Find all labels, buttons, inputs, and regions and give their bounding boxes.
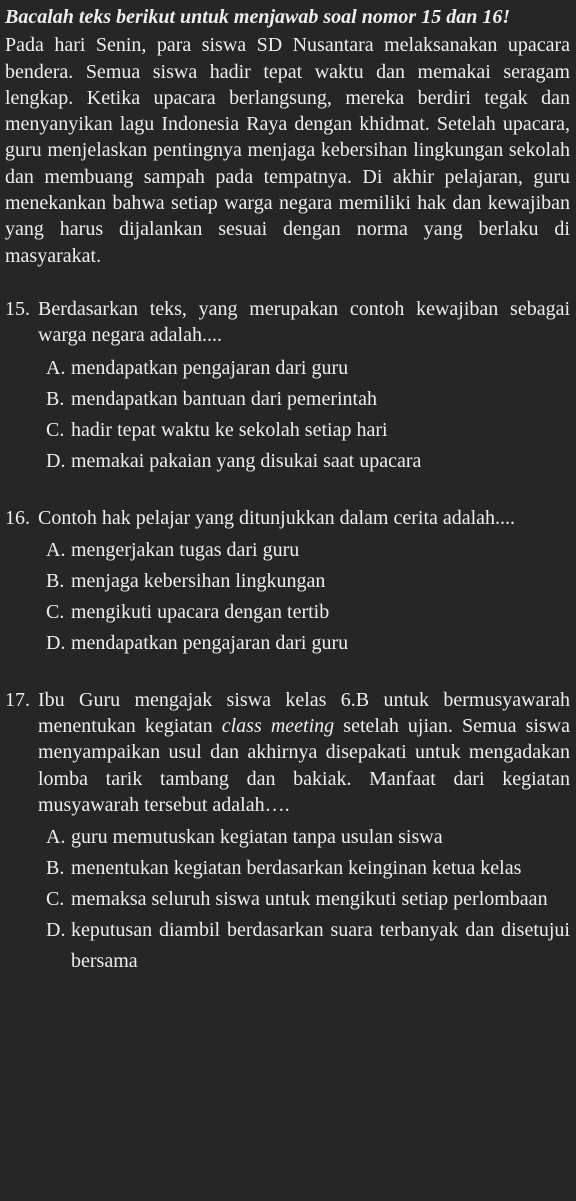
option-text: mengikuti upacara dengan tertib [71,600,330,623]
option-letter: C. [46,600,65,623]
option-d[interactable] [46,628,570,659]
option-text: menentukan kegiatan berdasarkan keinginan ketua kelas [71,857,522,880]
question-16 [5,505,570,659]
option-a[interactable] [46,353,570,384]
question-text-part: Ibu Guru mengajak siswa kelas 6.B untuk bermusyawarah menentukan kegiatan [38,688,570,738]
question-text [38,687,570,818]
question-number: 16. [5,506,30,529]
option-letter: D. [46,631,66,654]
option-b[interactable] [46,566,570,597]
option-letter: A. [46,538,66,561]
answer-options [46,353,570,477]
option-letter: A. [46,356,66,379]
option-text: mengerjakan tugas dari guru [71,538,300,561]
option-letter: B. [46,387,65,410]
option-text: keputusan diambil berdasarkan suara terbanyak dan disetujui bersama [71,919,570,973]
instruction-heading: Bacalah teks berikut untuk menjawab soal nomor 15 dan 16! [5,6,511,28]
option-text: memaksa seluruh siswa untuk mengikuti setiap perlombaan [71,888,548,911]
option-letter: C. [46,418,65,441]
option-text: guru memutuskan kegiatan tanpa usulan siswa [71,826,443,849]
option-text: mendapatkan pengajaran dari guru [71,631,349,654]
question-17 [5,687,570,977]
option-letter: C. [46,888,65,911]
option-letter: B. [46,857,65,880]
option-letter: B. [46,569,65,592]
reading-passage: Pada hari Senin, para siswa SD Nusantara melaksanakan upacara bendera. Semua siswa hadir tepat waktu dan memakai seragam lengkap. Ketika upacara berlangsung, mereka berdiri tegak dan menyanyikan lagu Indonesia Raya dengan khidmat. Setelah upacara, guru menjelaskan pentingnya menjaga kebersihan lingkungan sekolah dan membuang sampah pada tempatnya. Di akhir pelajaran, guru menekankan bahwa setiap warga negara memiliki hak dan kewajiban yang harus dijalankan sesuai dengan norma yang berlaku di masyarakat. [5,34,570,267]
question-text-part: setelah ujian. Semua siswa menyampaikan usul dan akhirnya disepakati untuk mengadakan lomba tarik tambang dan bakiak. Manfaat dari kegiatan musyawarah tersebut adalah…. [38,715,571,817]
option-d[interactable] [46,915,570,977]
option-c[interactable] [46,415,570,446]
question-text: Berdasarkan teks, yang merupakan contoh kewajiban sebagai warga negara adalah.... [38,297,570,347]
option-c[interactable] [46,884,570,915]
option-letter: D. [46,919,66,942]
option-text: mendapatkan bantuan dari pemerintah [71,387,377,410]
answer-options [46,535,570,659]
answer-options [46,822,570,977]
option-letter: A. [46,826,66,849]
option-b[interactable] [46,384,570,415]
question-italic-term: class meeting [221,715,335,738]
option-letter: D. [46,449,66,472]
option-c[interactable] [46,597,570,628]
option-text: hadir tepat waktu ke sekolah setiap hari [71,418,388,441]
option-a[interactable] [46,822,570,853]
option-text: memakai pakaian yang disukai saat upacara [71,449,422,472]
question-15 [5,296,570,477]
option-text: menjaga kebersihan lingkungan [71,569,326,592]
option-d[interactable] [46,446,570,477]
question-number: 15. [5,297,30,320]
question-text: Contoh hak pelajar yang ditunjukkan dalam cerita adalah.... [38,506,516,529]
option-b[interactable] [46,853,570,884]
option-a[interactable] [46,535,570,566]
option-text: mendapatkan pengajaran dari guru [71,356,349,379]
question-number: 17. [5,688,30,711]
